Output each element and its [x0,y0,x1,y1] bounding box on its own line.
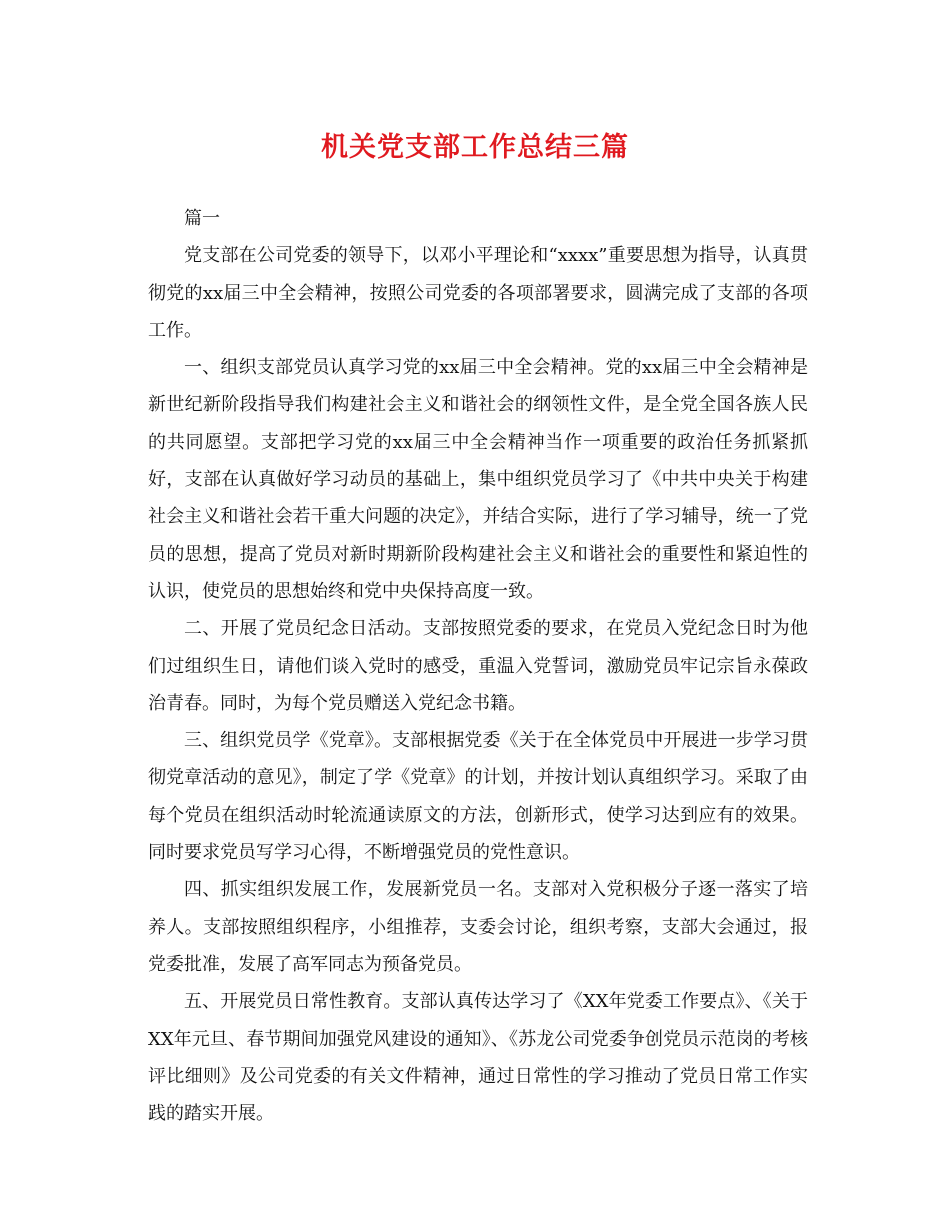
paragraph-item-5: 五、开展党员日常性教育。支部认真传达学习了《XX年党委工作要点》、《关于XX年元旦、春节期间加强党风建设的通知》、《苏龙公司党委争创党员示范岗的考核评比细则》及公司党委的有关文件精神，通过日常性的学习推动了党员日常工作实践的踏实开展。 [148,991,808,1125]
paragraph-item-4: 四、抓实组织发展工作，发展新党员一名。支部对入党积极分子逐一落实了培养人。支部按照组织程序，小组推荐，支委会讨论，组织考察，支部大会通过，报党委批准，发展了高军同志为预备党员。 [148,879,808,975]
paragraph-intro: 党支部在公司党委的领导下，以邓小平理论和“xxxx”重要思想为指导，认真贯彻党的xx届三中全会精神，按照公司党委的各项部署要求，圆满完成了支部的各项工作。 [148,245,808,341]
document-body [148,200,808,1132]
paragraph-item-1: 一、组织支部党员认真学习党的xx届三中全会精神。党的xx届三中全会精神是新世纪新阶段指导我们构建社会主义和谐社会的纲领性文件，是全党全国各族人民的共同愿望。支部把学习党的xx届三中全会精神当作一项重要的政治任务抓紧抓好，支部在认真做好学习动员的基础上，集中组织党员学习了《中共中央关于构建社会主义和谐社会若干重大问题的决定》，并结合实际，进行了学习辅导，统一了党员的思想，提高了党员对新时期新阶段构建社会主义和谐社会的重要性和紧迫性的认识，使党员的思想始终和党中央保持高度一致。 [148,357,808,602]
section-heading: 篇一 [184,208,220,229]
document-title: 机关党支部工作总结三篇 [321,132,629,163]
paragraph-item-2: 二、开展了党员纪念日活动。支部按照党委的要求，在党员入党纪念日时为他们过组织生日，请他们谈入党时的感受，重温入党誓词，激励党员牢记宗旨永葆政治青春。同时，为每个党员赠送入党纪念书籍。 [148,618,808,714]
paragraph-item-3: 三、组织党员学《党章》。支部根据党委《关于在全体党员中开展进一步学习贯彻党章活动的意见》，制定了学《党章》的计划，并按计划认真组织学习。采取了由每个党员在组织活动时轮流通读原文的方法，创新形式，使学习达到应有的效果。同时要求党员写学习心得，不断增强党员的党性意识。 [148,730,808,864]
